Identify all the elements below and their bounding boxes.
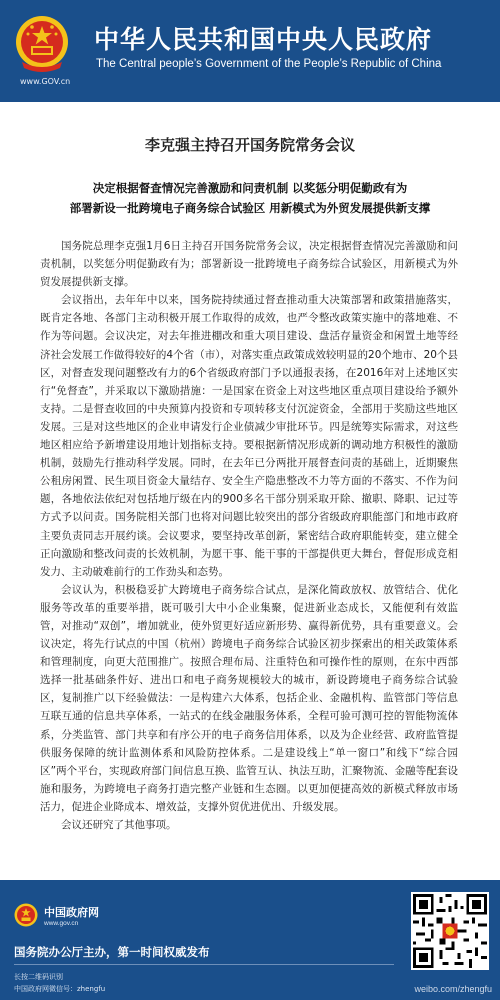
footer-slogan: 国务院办公厅主办，第一时间权威发布 [14, 945, 210, 959]
article-paragraph: 会议认为，积极稳妥扩大跨境电子商务综合试点，是深化简政放权、放管结合、优化服务等改革的重要举措，既可吸引大中小企业集聚，促进新业态成长，又能便利有效监管，对推动“双创”，增加就业，使外贸更好适应新形势、赢得新优势，具有重要意义。会议决定，将先行试点的中国（杭州）跨境电子商务综合试验区初步探索出的相关政策体系和管理制度，向更大范围推广。按照合理布局、注重特色和可操作性的原则，在东中西部选择一批基础条件好、进出口和电子商务规模较大的城市，新设跨境电子商务综合试验区，复制推广以下经验做法：一是构建六大体系，包括企业、金融机构、监管部门等信息互联互通的信息共享体系，一站式的在线金融服务体系，全程可验可测可控的智能物流体系，分类监管、部门共享和有序公开的电子商务信用体系，以及为企业经营、政府监管提供服务保障的统计监测体系和风险防控体系。二是建设线上“单一窗口”和线下“综合园区”两个平台，实现政府部门间信息互换、监管互认、执法互助，汇聚物流、金融等配套设施和服务，为跨境电子商务打造完整产业链和生态圈。以更加便捷高效的新模式释放市场活力，促进企业降成本、增效益，支撑外贸优进优出、升级发展。 [40, 583, 458, 813]
site-footer [0, 880, 500, 1000]
article-title: 李克强主持召开国务院常务会议 [144, 136, 355, 154]
footer-domain[interactable]: www.gov.cn [44, 920, 79, 927]
national-emblem-icon [14, 902, 38, 929]
site-title-en: The Central people’s Government of the People’s Republic of China [96, 58, 442, 70]
article-subtitle-2: 部署新设一批跨境电子商务综合试验区 用新模式为外贸发展提供新支撑 [69, 201, 431, 215]
article-subtitle-1: 决定根据督查情况完善激励和问责机制 以奖惩分明促勤政有为 [92, 181, 408, 195]
footer-wechat-note: 中国政府网微信号：zhengfu [14, 985, 106, 993]
footer-divider [14, 964, 394, 965]
article-paragraph: 国务院总理李克强1月6日主持召开国务院常务会议，决定根据督查情况完善激励和问责机制，以奖惩分明促勤政有为；部署新设一批跨境电子商务综合试验区，用新模式为外贸发展提供新支撑。 [40, 240, 458, 289]
weibo-watermark: weibo.com/zhengfu [414, 984, 492, 994]
qr-code-icon[interactable] [411, 892, 489, 970]
national-emblem-icon [14, 12, 70, 74]
article-content [0, 102, 500, 880]
site-title-cn: 中华人民共和国中央人民政府 [94, 25, 433, 54]
footer-qr-note: 长按二维码识别 [14, 973, 63, 981]
footer-brand: 中国政府网 [44, 906, 99, 919]
article-body [40, 237, 458, 834]
article-paragraph: 会议还研究了其他事项。 [61, 819, 177, 831]
article-paragraph: 会议指出，去年年中以来，国务院持续通过督查推动重大决策部署和政策措施落实，既肯定各地、各部门主动积极开展工作取得的成效，也严令整改政策实施中的落地难、不作为等问题。会议决定，对去年推进棚改和重大项目建设、盘活存量资金和闲置土地等经济社会发展工作做得较好的4个省（市），对落实重点政策成效较明显的20个地市、20个县区，对督查发现问题整改有力的6个省级政府部门予以通报表扬，在2016年对上述地区实行“免督查”，并采取以下激励措施：一是国家在资金上对这些地区重点项目建设给予额外支持。二是督查收回的中央预算内投资和专项转移支付沉淀资金，全部用于奖励这些地区发展。三是对这些地区的企业申请发行企业债减少审批环节。四是统筹实际需求，对这些地区相应给予新增建设用地计划指标支持。要根据新情况形成新的调动地方积极性的激励机制，鼓励先行推动科学发展。同时，在去年已分两批开展督查问责的基础上，近期聚焦公租房闲置、民生项目资金大量结存、安全生产隐患整改不力等方面的不落实、不作为问题，各地依法依纪对包括地厅级在内的900多名干部分别采取开除、撤职、降职、记过等方式予以问责。国务院相关部门也将对问题比较突出的部分省级政府职能部门和地市政府主要负责同志开展约谈。会议要求，要坚持改革创新，紧密结合政府职能转变，建立健全正向激励和整改问责的长效机制，为愿干事、能干事的干部提供更大舞台，督促形成竞相发力、主动破难前行的工作劲头和态势。 [40, 294, 458, 578]
site-header [0, 0, 500, 102]
site-url[interactable]: www.GOV.cn [20, 77, 71, 86]
